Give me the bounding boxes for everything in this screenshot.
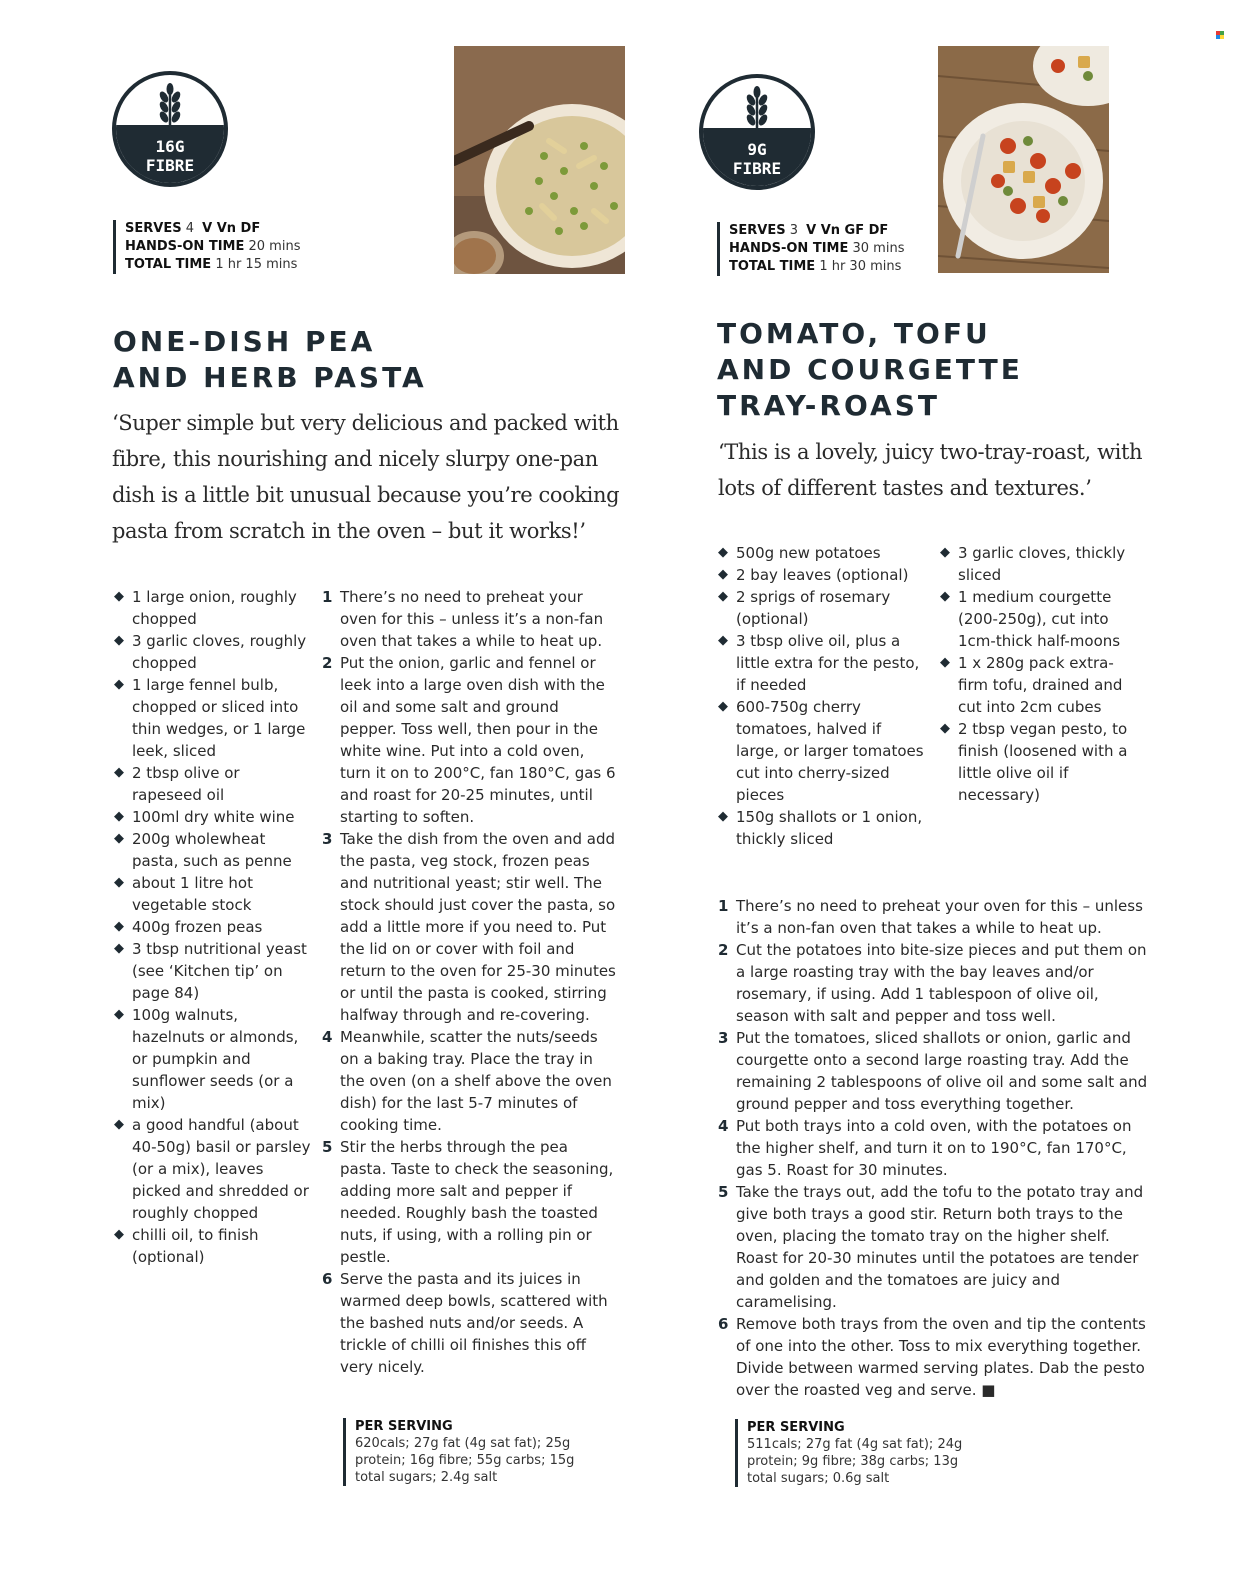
ingredient-item: ◆ 1 x 280g pack extra-firm tofu, drained and cut into 2cm cubes [940,652,1140,718]
recipe-meta: SERVES 3 V Vn GF DF HANDS-ON TIME 30 mins TOTAL TIME 1 hr 30 mins [717,222,949,276]
ingredient-item: ◆ 3 garlic cloves, thickly sliced [940,542,1140,586]
recipe-meta: SERVES 4 V Vn DF HANDS-ON TIME 20 mins TOTAL TIME 1 hr 15 mins [113,220,345,274]
ingredient-item: ◆ 500g new potatoes [718,542,928,564]
ingredient-item: ◆ 100ml dry white wine [114,806,314,828]
method-step: 3 Take the dish from the oven and add the pasta, veg stock, frozen peas and nutritional yeast; stir well. The stock should just cover the pasta, so add a little more if you need to. Put the lid on or cover with foil and return to the oven for 25-30 minutes or until the pasta is cooked, stirring halfway through and re-covering. [322,830,616,1024]
fibre-amount: 16G [155,137,185,156]
method-step: 1 There’s no need to preheat your oven for this – unless it’s a non-fan oven that takes a while to heat up. [718,897,1143,937]
method-step: 4 Put both trays into a cold oven, with the potatoes on the higher shelf, and turn it on to 190°C, fan 170°C, gas 5. Roast for 30 minutes. [718,1117,1132,1179]
diet-tags: V Vn GF DF [806,223,889,238]
wheat-icon [742,86,772,132]
method-step: 6 Remove both trays from the oven and tip the contents of one into the other. Toss to mix everything together. Divide between warmed serving plates. Dab the pesto over the roasted veg and serve. ■ [718,1315,1146,1399]
method-step: 4 Meanwhile, scatter the nuts/seeds on a baking tray. Place the tray in the oven (on a shelf above the oven dish) for the last 5-7 minutes of cooking time. [322,1028,612,1134]
recipe-quote: ‘Super simple but very delicious and packed with fibre, this nourishing and nicely slurpy one-pan dish is a little bit unusual because you’re cooking pasta from scratch in the oven – but it works!’ [112,411,620,543]
ingredient-item: ◆ 1 medium courgette (200-250g), cut into 1cm-thick half-moons [940,586,1140,652]
tray-roast-photo [938,46,1109,273]
ingredients-list [114,586,314,1268]
ingredients-list [718,542,928,850]
method-step: 6 Serve the pasta and its juices in warmed deep bowls, scattered with the bashed nuts and/or seeds. A trickle of chilli oil finishes this off very nicely. [322,1270,608,1376]
fibre-label: FIBRE [145,156,195,175]
wheat-icon [155,83,185,129]
per-serving: PER SERVING 620cals; 27g fat (4g sat fat); 25g protein; 16g fibre; 55g carbs; 15g total sugars; 2.4g salt [343,1418,580,1486]
ingredient-item: ◆ 600-750g cherry tomatoes, halved if large, or larger tomatoes cut into cherry-sized pieces [718,696,928,806]
recipe-quote: ‘This is a lovely, juicy two-tray-roast, with lots of different tastes and textures.’ [718,440,1143,500]
method-step: 5 Take the trays out, add the tofu to the potato tray and give both trays a good stir. Return both trays to the oven, placing the tomato tray on the higher shelf. Roast for 20-30 minutes until the potatoes are tender and golden and the tomatoes are juicy and caramelising. [718,1183,1144,1311]
ingredient-item: ◆ 200g wholewheat pasta, such as penne [114,828,314,872]
ingredient-item: ◆ 3 garlic cloves, roughly chopped [114,630,314,674]
ingredient-item: ◆ 2 tbsp olive or rapeseed oil [114,762,314,806]
ingredient-item: ◆ 3 tbsp nutritional yeast (see ‘Kitchen tip’ on page 84) [114,938,314,1004]
ingredients-list [940,542,1140,806]
recipe-title: ONE-DISH PEA AND HERB PASTA [113,325,427,394]
ingredient-item: ◆ 1 large onion, roughly chopped [114,586,314,630]
fibre-badge [699,74,815,190]
method-step: 3 Put the tomatoes, sliced shallots or onion, garlic and courgette onto a second large roasting tray. Add the remaining 2 tablespoons of olive oil and some salt and ground pepper and toss everything together. [718,1029,1148,1113]
ingredient-item: ◆ 150g shallots or 1 onion, thickly sliced [718,806,928,850]
fibre-badge [112,71,228,187]
pasta-photo [454,46,625,274]
ingredient-item: ◆ 2 sprigs of rosemary (optional) [718,586,928,630]
diet-tags: V Vn DF [202,221,261,236]
ingredient-item: ◆ 1 large fennel bulb, chopped or sliced into thin wedges, or 1 large leek, sliced [114,674,314,762]
method-step: 5 Stir the herbs through the pea pasta. Taste to check the seasoning, adding more salt and pepper if needed. Roughly bash the toasted nuts, if using, with a rolling pin or pestle. [322,1138,614,1266]
per-serving: PER SERVING 511cals; 27g fat (4g sat fat); 24g protein; 9g fibre; 38g carbs; 13g total sugars; 0.6g salt [735,1419,977,1487]
fibre-amount: 9G [747,140,767,159]
ingredient-item: ◆ 2 tbsp vegan pesto, to finish (loosened with a little olive oil if necessary) [940,718,1140,806]
ingredient-item: ◆ 100g walnuts, hazelnuts or almonds, or pumpkin and sunflower seeds (or a mix) [114,1004,314,1114]
method-step: 2 Cut the potatoes into bite-size pieces and put them on a large roasting tray with the bay leaves and/or rosemary, if using. Add 1 tablespoon of olive oil, season with salt and pepper and toss well. [718,941,1147,1025]
ingredient-item: ◆ about 1 litre hot vegetable stock [114,872,314,916]
ingredient-item: ◆ 3 tbsp olive oil, plus a little extra for the pesto, if needed [718,630,928,696]
ingredient-item: ◆ 400g frozen peas [114,916,314,938]
method-list [322,586,618,1378]
corner-logo [1216,31,1224,39]
ingredient-item: ◆ a good handful (about 40-50g) basil or parsley (or a mix), leaves picked and shredded or roughly chopped [114,1114,314,1224]
recipe-title: TOMATO, TOFU AND COURGETTE TRAY-ROAST [717,317,1023,422]
method-list [718,895,1148,1401]
method-step: 2 Put the onion, garlic and fennel or leek into a large oven dish with the oil and some salt and ground pepper. Toss well, then pour in the white wine. Put into a cold oven, turn it on to 200°C, fan 180°C, gas 6 and roast for 20-25 minutes, until starting to soften. [322,654,616,826]
ingredient-item: ◆ 2 bay leaves (optional) [718,564,928,586]
ingredient-item: ◆ chilli oil, to finish (optional) [114,1224,314,1268]
method-step: 1 There’s no need to preheat your oven for this – unless it’s a non-fan oven that takes a while to heat up. [322,588,604,650]
fibre-label: FIBRE [732,159,782,178]
